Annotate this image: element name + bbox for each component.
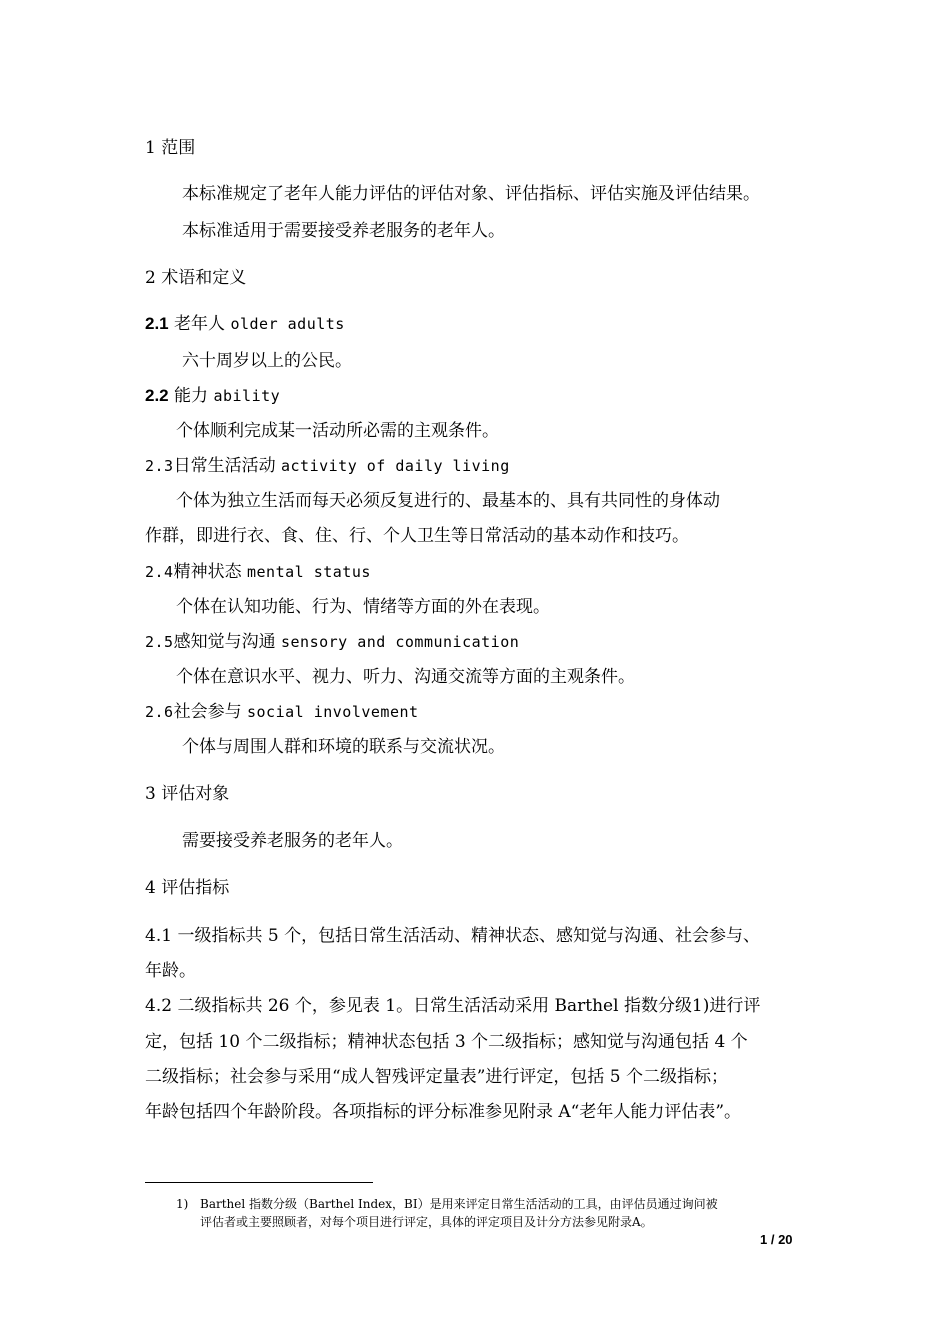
term-2-4-definition: 个体在认知功能、行为、情绪等方面的外在表现。 bbox=[176, 597, 550, 617]
section-3-paragraph: 需要接受养老服务的老年人。 bbox=[182, 831, 403, 851]
term-en: mental status bbox=[247, 563, 371, 581]
term-en: social involvement bbox=[247, 703, 419, 721]
term-cn: 老年人 bbox=[174, 314, 226, 334]
term-2-6-definition: 个体与周围人群和环境的联系与交流状况。 bbox=[182, 737, 505, 757]
term-cn: 精神状态 bbox=[173, 562, 242, 582]
section-1-heading: 1 范围 bbox=[145, 138, 196, 158]
footnote-line-1: Barthel 指数分级（Barthel Index，BI）是用来评定日常生活活动的工具，由评估员通过询问被 bbox=[200, 1197, 718, 1211]
section-4-2-line-3: 二级指标；社会参与采用“成人智残评定量表”进行评定，包括 5 个二级指标； bbox=[145, 1067, 729, 1087]
term-number: 2.4 bbox=[145, 563, 174, 581]
term-2-3-definition-line-2: 作群，即进行衣、食、住、行、个人卫生等日常活动的基本动作和技巧。 bbox=[145, 526, 689, 546]
term-cn: 社会参与 bbox=[173, 702, 242, 722]
term-2-2-definition: 个体顺利完成某一活动所必需的主观条件。 bbox=[176, 421, 499, 441]
footnote-line-2: 评估者或主要照顾者，对每个项目进行评定，具体的评定项目及计分方法参见附录A。 bbox=[200, 1215, 653, 1229]
footnote-marker: 1) bbox=[176, 1197, 189, 1211]
term-number: 2.6 bbox=[145, 703, 174, 721]
term-number: 2.5 bbox=[145, 633, 174, 651]
term-cn: 能力 bbox=[174, 386, 209, 406]
page-number: 1 / 20 bbox=[760, 1232, 793, 1247]
term-2-5-definition: 个体在意识水平、视力、听力、沟通交流等方面的主观条件。 bbox=[176, 667, 635, 687]
term-en: ability bbox=[213, 387, 281, 405]
term-2-2 bbox=[145, 384, 280, 408]
section-4-1-line-1: 4.1 一级指标共 5 个，包括日常生活活动、精神状态、感知觉与沟通、社会参与、 bbox=[145, 926, 761, 946]
term-2-1-definition: 六十周岁以上的公民。 bbox=[182, 351, 352, 371]
section-2-heading: 2 术语和定义 bbox=[145, 268, 247, 288]
section-4-2-line-1: 4.2 二级指标共 26 个，参见表 1。日常生活活动采用 Barthel 指数分级1)进行评 bbox=[145, 996, 761, 1016]
term-number: 2.3 bbox=[145, 457, 174, 475]
term-2-4 bbox=[145, 560, 371, 584]
term-2-6 bbox=[145, 700, 419, 724]
term-en: older adults bbox=[230, 315, 345, 333]
term-number: 2.2 bbox=[145, 386, 169, 405]
section-4-2-line-4: 年龄包括四个年龄阶段。各项指标的评分标准参见附录 A“老年人能力评估表”。 bbox=[145, 1102, 742, 1122]
section-4-1-line-2: 年龄。 bbox=[145, 961, 196, 981]
section-3-heading: 3 评估对象 bbox=[145, 784, 230, 804]
term-number: 2.1 bbox=[145, 314, 169, 333]
term-2-3-definition-line-1: 个体为独立生活而每天必须反复进行的、最基本的、具有共同性的身体动 bbox=[176, 491, 720, 511]
term-cn: 感知觉与沟通 bbox=[173, 632, 276, 652]
term-2-5 bbox=[145, 630, 519, 654]
term-en: activity of daily living bbox=[281, 457, 510, 475]
section-4-2-line-2: 定，包括 10 个二级指标；精神状态包括 3 个二级指标；感知觉与沟通包括 4 个 bbox=[145, 1032, 748, 1052]
section-4-heading: 4 评估指标 bbox=[145, 878, 230, 898]
section-1-paragraph-1: 本标准规定了老年人能力评估的评估对象、评估指标、评估实施及评估结果。 bbox=[182, 184, 760, 204]
term-2-1 bbox=[145, 312, 345, 336]
term-cn: 日常生活活动 bbox=[173, 456, 276, 476]
footnote-separator bbox=[145, 1182, 373, 1183]
term-en: sensory and communication bbox=[281, 633, 520, 651]
section-1-paragraph-2: 本标准适用于需要接受养老服务的老年人。 bbox=[182, 221, 505, 241]
term-2-3 bbox=[145, 454, 510, 478]
